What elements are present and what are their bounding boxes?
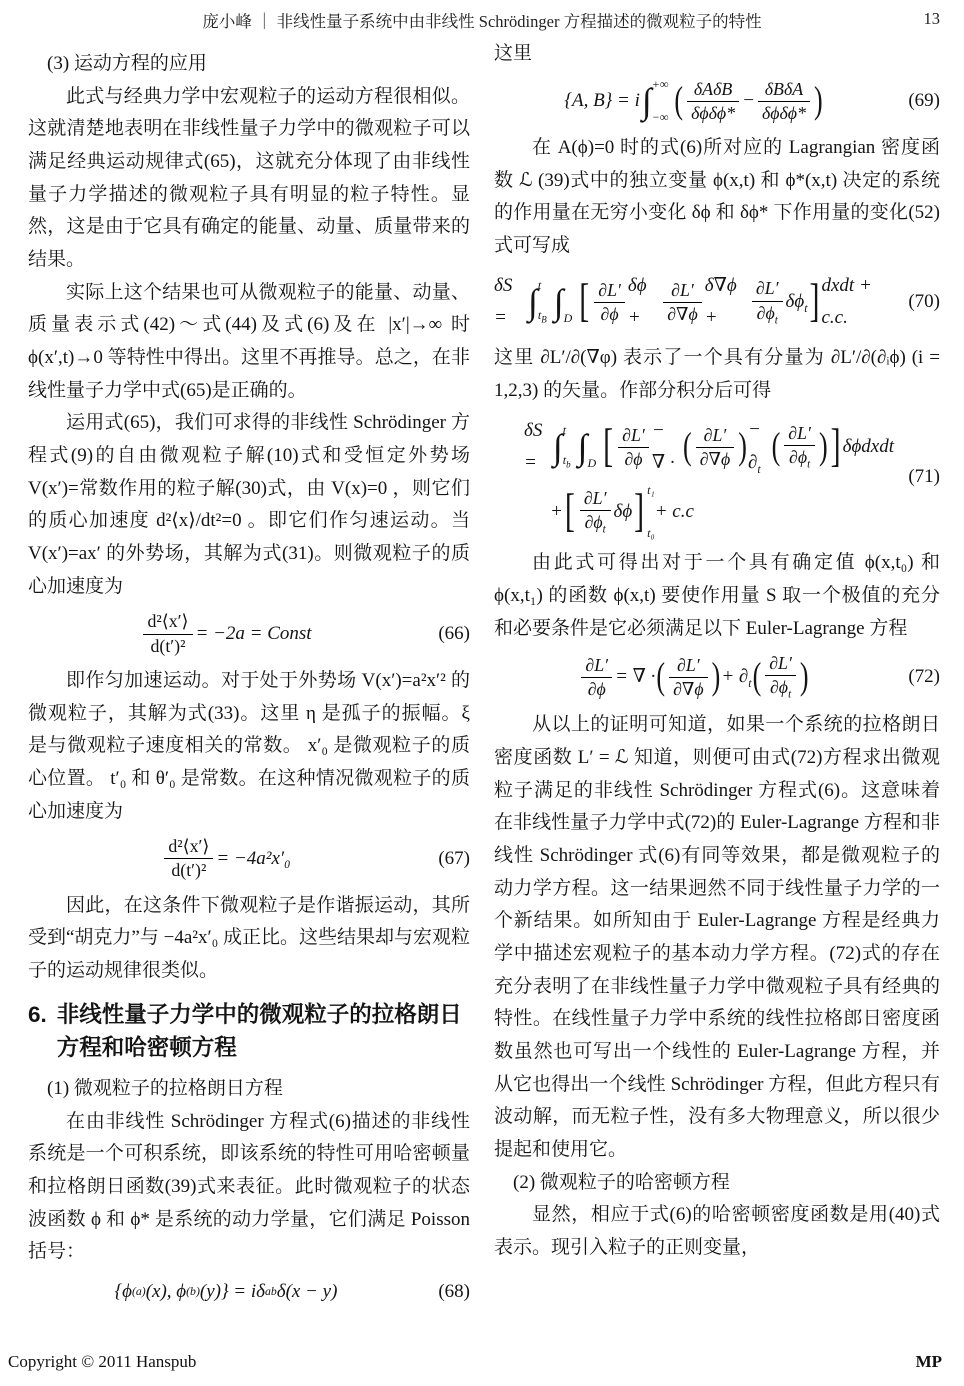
fraction: $\frac{\partial L'}{\partial\nabla\phi}$ xyxy=(669,654,708,701)
left-bracket: [ xyxy=(579,276,590,328)
fraction: $\frac{\text{d²⟨x′⟩}}{\text{d(t′)²}}$ xyxy=(164,835,213,882)
paragraph-lead: 这里 xyxy=(494,43,533,64)
fraction: $\frac{\partial L'}{\partial\nabla\phi}$ xyxy=(663,279,702,326)
section-title: 非线性量子力学中的微观粒子的拉格朗日方程和哈密顿方程 xyxy=(56,1001,462,1061)
equation-72: $\frac{\partial L'}{\partial\phi}$ = ∇ · ( $\frac{\partial L'}{\partial\nabla\phi}$ ) + $\partial_t$ ( $\frac{\partial L'}{\partial\phi_t}$ ) (72) xyxy=(494,652,940,702)
equation-number: (70) xyxy=(908,291,940,313)
paragraph: 实际上这个结果也可从微观粒子的能量、动量、质量表示式(42)～式(44)及式(6)及在 |x′|→∞ 时 ϕ(x′,t)→0 等特性中得出。这里不再推导。总之，在非线性量子力学中式(65)是正确的。 xyxy=(28,281,470,401)
paragraph: 因此，在这条件下微观粒子是作谐振运动，其所受到“胡克力”与 −4a²x′₀ 成正比。这些结果却与宏观粒子的运动规律很类似。 xyxy=(28,894,470,981)
equation-66 xyxy=(28,610,470,657)
left-paren: ( xyxy=(771,425,781,468)
equation-number: (67) xyxy=(438,847,470,869)
left-paren: ( xyxy=(674,79,684,122)
equation-number: (69) xyxy=(908,90,940,112)
integral: ∫ +∞ −∞ xyxy=(641,77,669,125)
left-bracket: [ xyxy=(603,420,614,473)
equation-number: (68) xyxy=(438,1281,470,1303)
integral-icon: ∫ xyxy=(553,282,564,323)
list-item-2-heading: (2) 微观粒子的哈密顿方程 xyxy=(513,1171,730,1193)
right-paren: ) xyxy=(711,655,721,698)
paragraph: 这里 ∂L′/∂(∇φ) 表示了一个具有分量为 ∂L′/∂(∂ᵢϕ) (i = 1,2,3) 的矢量。作部分积分后可得 xyxy=(494,347,940,401)
integral-icon: ∫ xyxy=(641,81,652,122)
left-paren: ( xyxy=(752,655,762,698)
equation-71: δS = ∫ t $t_b$ ∫ D [ $\frac{\partial L'}{\partial\phi}$ − ∇ · ( $\frac{\partial L'}{\partial\nabla\phi}$ ) − $\partial_t$ ( $\frac{\partial L'}{\partial\phi_t}$ ) ] δϕdxdt + [ $\frac{\partial L'}{\partial\phi_t}$ δϕ ] t₁ t₀ + c.c (71) xyxy=(494,414,940,540)
left-column xyxy=(28,48,470,1316)
right-paren: ) xyxy=(738,425,747,468)
integral-icon: ∫ xyxy=(552,427,563,468)
integral: ∫ t $t_B$ xyxy=(527,278,547,325)
left-paren: ( xyxy=(683,425,692,468)
integral-icon: ∫ xyxy=(527,282,538,323)
right-paren: ) xyxy=(818,425,828,468)
right-paren: ) xyxy=(799,655,809,698)
equation-67 xyxy=(28,835,470,882)
equation-rhs: = −4a²x′₀ xyxy=(216,847,291,869)
paragraph: 在 A(ϕ)=0 时的式(6)所对应的 Lagrangian 密度函数 ℒ (39)式中的独立变量 ϕ(x,t) 和 ϕ*(x,t) 决定的系统的作用量在无穷小变化 δϕ 和 δϕ* 下作用量的变化(52)式可写成 xyxy=(494,137,940,257)
equation-number: (71) xyxy=(908,465,940,487)
equation-lhs: δS = xyxy=(494,274,513,329)
page-number: 13 xyxy=(923,9,940,28)
equation-number: (66) xyxy=(438,622,470,644)
paragraph: 显然，相应于式(6)的哈密顿密度函数是用(40)式表示。现引入粒子的正则变量， xyxy=(494,1204,940,1259)
right-paren: ) xyxy=(813,79,823,122)
evaluation-limits: t₁ t₀ xyxy=(647,483,655,540)
page-header xyxy=(0,8,964,34)
equation-70: δS = ∫ t $t_B$ ∫ D [ $\frac{\partial L'}{\partial\phi}$ δϕ + $\frac{\partial L'}{\partial\nabla\phi}$ δ∇ϕ + $\frac{\partial L'}{\partial\phi_t}$ $\delta\phi_t$ ] dxdt + c.c. (70) xyxy=(494,270,940,335)
fraction: $\frac{\partial L'}{\partial\phi_t}$ xyxy=(752,277,783,327)
list-item-1-heading: (1) 微观粒子的拉格朗日方程 xyxy=(47,1078,283,1100)
list-item-3-heading: (3) 运动方程的应用 xyxy=(47,53,207,74)
fraction: $\frac{\partial L'}{\partial\phi_t}$ xyxy=(580,487,611,537)
fraction: $\frac{\text{d²⟨x′⟩}}{\text{d(t′)²}}$ xyxy=(143,610,192,657)
fraction: $\frac{\partial L'}{\partial\phi_t}$ xyxy=(784,422,815,472)
equation-rhs: = −2a = Const xyxy=(195,622,312,644)
equation-number: (72) xyxy=(908,665,940,687)
equation-69: {A, B} = i ∫ +∞ −∞ ( $\frac{\text{δAδB}}{\text{δϕδϕ*}}$ − $\frac{\text{δBδA}}{\text{δϕδϕ*}}$ ) (69) xyxy=(564,77,940,125)
paragraph: 即作匀加速运动。对于处于外势场 V(x′)=a²x′² 的微观粒子，其解为式(33)。这里 η 是孤子的振幅。ξ 是与微观粒子速度相关的常数。 x′₀ 是微观粒子的质心位置。 t′₀ 和 θ′₀ 是常数。在这种情况微观粒子的质心加速度为 xyxy=(28,669,470,822)
right-bracket: ] xyxy=(634,485,645,537)
integral: ∫ D xyxy=(577,427,597,471)
integral: ∫ D xyxy=(553,282,573,326)
right-bracket: ] xyxy=(830,420,841,473)
left-paren: ( xyxy=(656,655,666,698)
paragraph: 运用式(65)，我们可求得的非线性 Schrödinger 方程式(9)的自由微观粒子解(10)式和受恒定外势场 V(x′)=常数作用的粒子解(30)式，由 V(x)=0 ，则它们的质心加速度 d²⟨x⟩/dt²=0 。即它们作匀速运动。当 V(x′)=ax′ 的外势场，其解为式(31)。则微观粒子的质心加速度为 xyxy=(28,412,470,597)
footer-copyright: Copyright © 2011 Hanspub xyxy=(8,1352,197,1371)
right-bracket: ] xyxy=(809,276,820,328)
fraction: $\frac{\text{δAδB}}{\text{δϕδϕ*}}$ xyxy=(687,78,739,125)
equation-lhs: δS = xyxy=(524,419,543,474)
fraction: $\frac{\partial L'}{\partial\phi}$ xyxy=(618,424,649,471)
section-6-heading xyxy=(28,998,470,1066)
running-head-title: 庞小峰 ｜ 非线性量子系统中由非线性 Schrödinger 方程描述的微观粒子的特性 xyxy=(202,12,762,31)
fraction: $\frac{\partial L'}{\partial\phi_t}$ xyxy=(765,652,796,702)
left-bracket: [ xyxy=(564,485,575,537)
equation-68: {ϕ (a) (x), ϕ (b) (y)} = iδ ab δ(x − y) (68) xyxy=(28,1276,470,1309)
integral: ∫ t $t_b$ xyxy=(552,423,571,470)
paragraph: 从以上的证明可知道，如果一个系统的拉格朗日密度函数 L′ = ℒ 知道，则便可由式(72)方程求出微观粒子满足的非线性 Schrödinger 方程式(6)。这意味着在非线性量子力学中式(72)的 Euler-Lagrange 方程和非线性 Schrödinger 式(6)有同等效果，都是微观粒子的动力学方程。这一结果迥然不同于线性量子力学的一个新结果。如所知由于 Euler-Lagrange 方程是经典力学中描述宏观粒子的基本动力学方程。(72)式的存在充分表明了在非线性量子力学中微观粒子具有经典的特性。在线性量子力学中系统的线性拉格郎日密度函数虽然也可写出一个线性的 Euler-Lagrange 方程，并从它也得出一个线性 Schrödinger 方程，但此方程只有波动解，而无粒子性，没有多大物理意义，所以很少提起和使用它。 xyxy=(494,714,940,1161)
paragraph: 由此式可得出对于一个具有确定值 ϕ(x,t₀) 和 ϕ(x,t₁) 的函数 ϕ(x,t) 要使作用量 S 取一个极值的充分和必要条件是它必须满足以下 Euler-Lagrange 方程 xyxy=(494,552,940,639)
fraction: $\frac{\text{δBδA}}{\text{δϕδϕ*}}$ xyxy=(758,78,810,125)
paragraph: 在由非线性 Schrödinger 方程式(6)描述的非线性系统是一个可积系统，即该系统的特性可用哈密顿量和拉格朗日函数(39)式来表征。此时微观粒子的状态波函数 ϕ 和 ϕ* 是系统的动力学量，它们满足 Poisson 括号： xyxy=(28,1110,470,1263)
fraction: $\frac{\partial L'}{\partial\nabla\phi}$ xyxy=(696,424,735,471)
right-column xyxy=(494,38,940,1265)
fraction: $\frac{\partial L'}{\partial\phi}$ xyxy=(594,279,625,326)
equation-lhs: {A, B} = i xyxy=(564,90,640,112)
fraction: $\frac{\partial L'}{\partial\phi}$ xyxy=(581,654,612,701)
section-number: 6. xyxy=(28,1001,47,1027)
footer-journal-mark: MP xyxy=(915,1352,942,1371)
integral-icon: ∫ xyxy=(577,427,588,468)
paragraph: 此式与经典力学中宏观粒子的运动方程很相似。这就清楚地表明在非线性量子力学中的微观粒子可以满足经典运动规律式(65)，这就充分体现了由非线性量子力学描述的微观粒子具有明显的粒子特性。显然，这是由于它具有确定的能量、动量、质量带来的结果。 xyxy=(28,85,470,271)
